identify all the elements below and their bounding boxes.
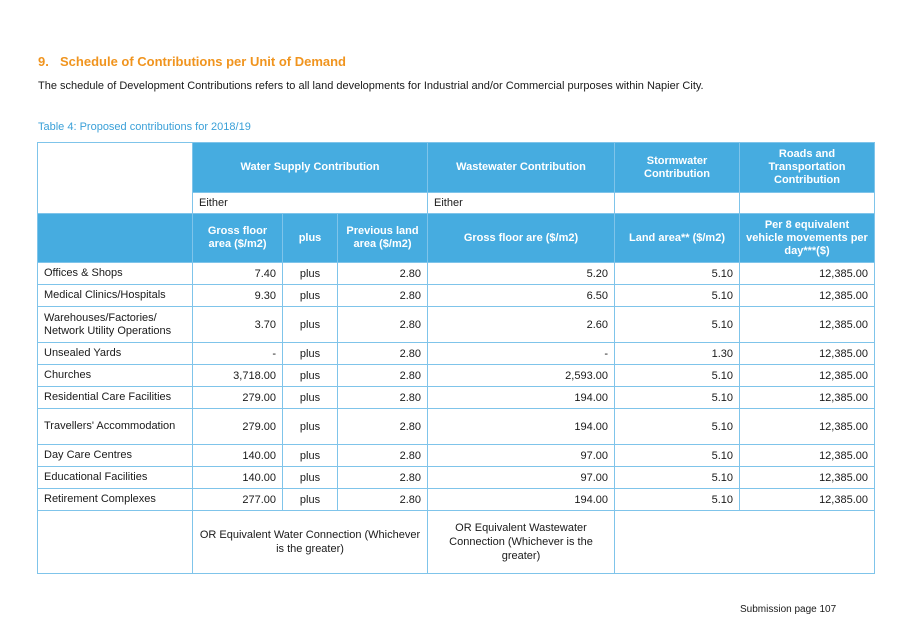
previous-land-cell: 2.80 [338, 343, 428, 365]
gfa-cell: 279.00 [193, 387, 283, 409]
stormwater-cell: 5.10 [615, 409, 740, 445]
category-cell: Offices & Shops [38, 263, 193, 285]
wastewater-cell: 5.20 [428, 263, 615, 285]
table-row [38, 445, 875, 467]
category-cell: Warehouses/Factories/ Network Utility Operations [38, 307, 193, 343]
plus-cell: plus [283, 467, 338, 489]
wastewater-either-cell: Either [428, 193, 615, 214]
table-row [38, 467, 875, 489]
wastewater-cell: - [428, 343, 615, 365]
wastewater-cell: 2.60 [428, 307, 615, 343]
water-either-cell: Either [193, 193, 428, 214]
roads-cell: 12,385.00 [740, 365, 875, 387]
wastewater-footnote: OR Equivalent Wastewater Connection (Whichever is the greater) [428, 511, 615, 574]
roads-cell: 12,385.00 [740, 307, 875, 343]
wastewater-cell: 194.00 [428, 409, 615, 445]
wastewater-cell: 2,593.00 [428, 365, 615, 387]
category-cell: Retirement Complexes [38, 489, 193, 511]
roads-cell: 12,385.00 [740, 445, 875, 467]
wastewater-gfa-subheader: Gross floor are ($/m2) [428, 214, 615, 263]
table-row [38, 343, 875, 365]
plus-cell: plus [283, 343, 338, 365]
stormwater-header: Stormwater Contribution [615, 143, 740, 193]
previous-land-subheader: Previous land area ($/m2) [338, 214, 428, 263]
water-supply-header: Water Supply Contribution [193, 143, 428, 193]
table-row [38, 365, 875, 387]
previous-land-cell: 2.80 [338, 409, 428, 445]
table-row [38, 387, 875, 409]
plus-cell: plus [283, 409, 338, 445]
land-area-subheader: Land area** ($/m2) [615, 214, 740, 263]
stormwater-cell: 5.10 [615, 285, 740, 307]
table-row [38, 285, 875, 307]
roads-cell: 12,385.00 [740, 343, 875, 365]
stormwater-cell: 1.30 [615, 343, 740, 365]
stormwater-cell: 5.10 [615, 445, 740, 467]
plus-cell: plus [283, 387, 338, 409]
table-caption: Table 4: Proposed contributions for 2018/19 [38, 121, 251, 133]
roads-cell: 12,385.00 [740, 285, 875, 307]
wastewater-cell: 97.00 [428, 445, 615, 467]
previous-land-cell: 2.80 [338, 387, 428, 409]
wastewater-cell: 194.00 [428, 387, 615, 409]
gfa-cell: - [193, 343, 283, 365]
subheader-corner [38, 214, 193, 263]
previous-land-cell: 2.80 [338, 467, 428, 489]
contributions-table [37, 142, 875, 574]
section-heading [38, 54, 346, 69]
plus-cell: plus [283, 307, 338, 343]
wastewater-header: Wastewater Contribution [428, 143, 615, 193]
plus-cell: plus [283, 489, 338, 511]
category-cell: Educational Facilities [38, 467, 193, 489]
intro-paragraph: The schedule of Development Contributions refers to all land developments for Industrial and/or Commercial purposes within Napier City. [38, 80, 704, 92]
stormwater-cell: 5.10 [615, 307, 740, 343]
previous-land-cell: 2.80 [338, 263, 428, 285]
wastewater-cell: 6.50 [428, 285, 615, 307]
water-footnote: OR Equivalent Water Connection (Whichever is the greater) [193, 511, 428, 574]
stormwater-cell: 5.10 [615, 489, 740, 511]
plus-cell: plus [283, 445, 338, 467]
wastewater-cell: 194.00 [428, 489, 615, 511]
gfa-cell: 140.00 [193, 445, 283, 467]
gfa-cell: 277.00 [193, 489, 283, 511]
footnote-row [38, 511, 875, 574]
roads-cell: 12,385.00 [740, 409, 875, 445]
roads-cell: 12,385.00 [740, 387, 875, 409]
category-cell: Day Care Centres [38, 445, 193, 467]
footnote-blank-right-cell [615, 511, 875, 574]
vehicle-movements-subheader: Per 8 equivalent vehicle movements per day***($) [740, 214, 875, 263]
stormwater-cell: 5.10 [615, 263, 740, 285]
previous-land-cell: 2.80 [338, 445, 428, 467]
table-row [38, 307, 875, 343]
table-row [38, 489, 875, 511]
previous-land-cell: 2.80 [338, 307, 428, 343]
gfa-subheader: Gross floor area ($/m2) [193, 214, 283, 263]
subheader-row [38, 214, 875, 263]
category-cell: Medical Clinics/Hospitals [38, 285, 193, 307]
roads-header: Roads and Transportation Contribution [740, 143, 875, 193]
stormwater-either-cell [615, 193, 740, 214]
stormwater-cell: 5.10 [615, 387, 740, 409]
plus-cell: plus [283, 263, 338, 285]
roads-cell: 12,385.00 [740, 489, 875, 511]
roads-either-cell [740, 193, 875, 214]
gfa-cell: 3.70 [193, 307, 283, 343]
category-cell: Churches [38, 365, 193, 387]
previous-land-cell: 2.80 [338, 285, 428, 307]
previous-land-cell: 2.80 [338, 365, 428, 387]
category-cell: Unsealed Yards [38, 343, 193, 365]
wastewater-cell: 97.00 [428, 467, 615, 489]
gfa-cell: 140.00 [193, 467, 283, 489]
gfa-cell: 279.00 [193, 409, 283, 445]
stormwater-cell: 5.10 [615, 365, 740, 387]
category-cell: Residential Care Facilities [38, 387, 193, 409]
section-number: 9. [38, 54, 49, 69]
previous-land-cell: 2.80 [338, 489, 428, 511]
corner-cell [38, 143, 193, 214]
page-number: Submission page 107 [740, 604, 837, 615]
plus-subheader: plus [283, 214, 338, 263]
footnote-blank-cell [38, 511, 193, 574]
roads-cell: 12,385.00 [740, 467, 875, 489]
plus-cell: plus [283, 285, 338, 307]
category-cell: Travellers' Accommodation [38, 409, 193, 445]
header-row [38, 143, 875, 193]
gfa-cell: 9.30 [193, 285, 283, 307]
roads-cell: 12,385.00 [740, 263, 875, 285]
gfa-cell: 7.40 [193, 263, 283, 285]
plus-cell: plus [283, 365, 338, 387]
section-title: Schedule of Contributions per Unit of Demand [60, 54, 346, 69]
table-row [38, 263, 875, 285]
stormwater-cell: 5.10 [615, 467, 740, 489]
gfa-cell: 3,718.00 [193, 365, 283, 387]
table-row [38, 409, 875, 445]
